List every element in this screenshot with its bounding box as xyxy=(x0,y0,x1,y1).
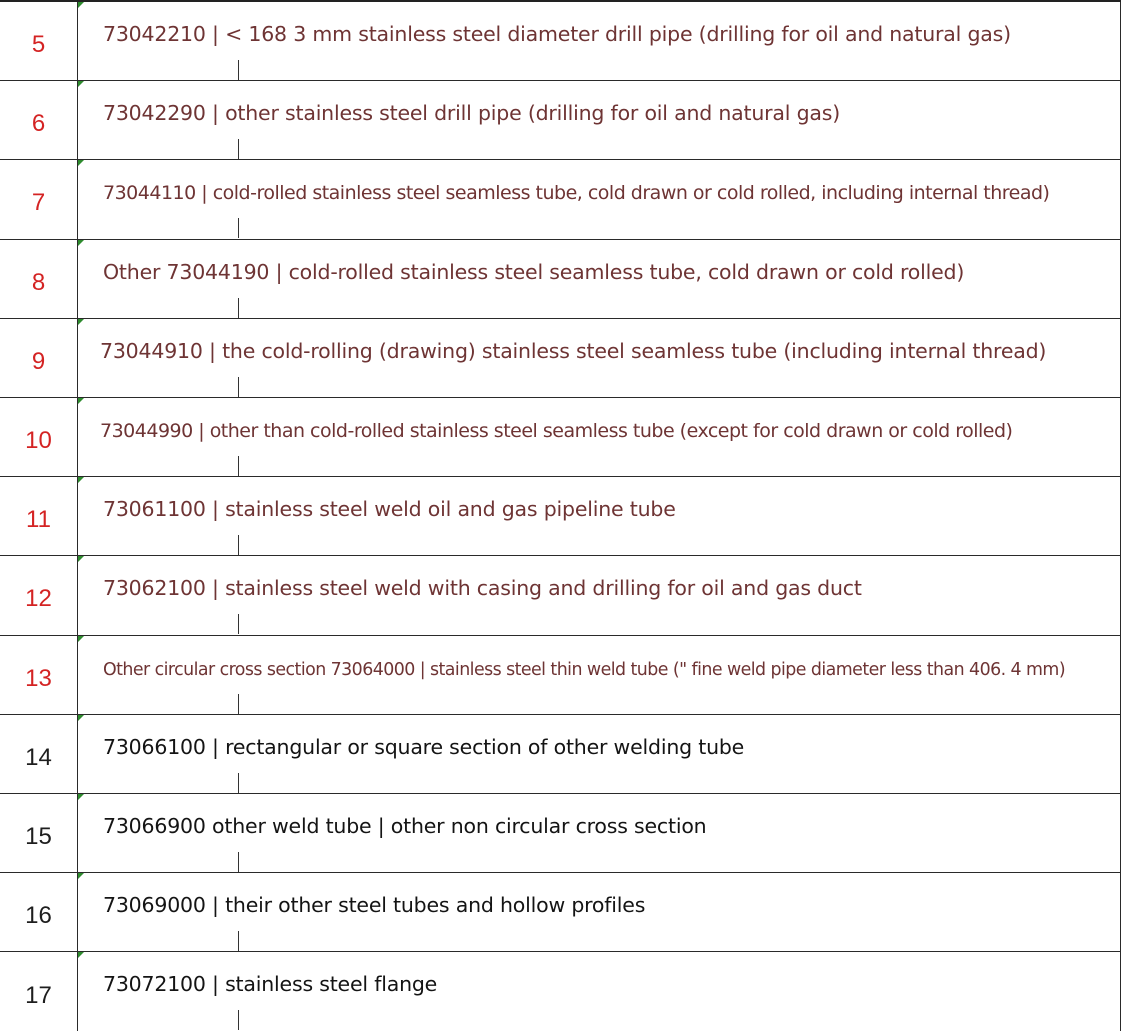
description-cell xyxy=(78,636,1121,714)
cell-comment-marker-icon xyxy=(78,240,84,246)
product-description: 73044910 | the cold-rolling (drawing) stainless steel seamless tube (including internal thread) xyxy=(100,338,1047,363)
table-row xyxy=(0,160,1121,239)
cell-comment-marker-icon xyxy=(78,715,84,721)
product-description: 73066900 other weld tube | other non circular cross section xyxy=(103,813,707,838)
cell-divider-tick xyxy=(238,614,239,634)
table-row xyxy=(0,873,1121,952)
cell-comment-marker-icon xyxy=(78,636,84,642)
cell-comment-marker-icon xyxy=(78,477,84,483)
description-cell xyxy=(78,160,1121,238)
table-row xyxy=(0,240,1121,319)
product-description: 73044110 | cold-rolled stainless steel seamless tube, cold drawn or cold rolled, including internal thread) xyxy=(103,182,1050,205)
description-cell xyxy=(78,873,1121,951)
product-description: 73044990 | other than cold-rolled stainless steel seamless tube (except for cold drawn or cold rolled) xyxy=(100,419,1013,442)
product-description: Other 73044190 | cold-rolled stainless steel seamless tube, cold drawn or cold rolled) xyxy=(103,259,965,284)
product-description: Other circular cross section 73064000 | stainless steel thin weld tube (" fine weld pipe diameter less than 406. 4 mm) xyxy=(103,659,1066,680)
table-row xyxy=(0,794,1121,873)
cell-divider-tick xyxy=(238,298,239,318)
table-row xyxy=(0,636,1121,715)
cell-divider-tick xyxy=(238,377,239,397)
row-number: 16 xyxy=(0,873,78,951)
table-row xyxy=(0,715,1121,794)
cell-divider-tick xyxy=(238,218,239,238)
cell-divider-tick xyxy=(238,139,239,159)
cell-comment-marker-icon xyxy=(78,2,84,8)
description-cell xyxy=(78,81,1121,159)
product-description: 73066100 | rectangular or square section of other welding tube xyxy=(103,734,745,759)
row-number: 15 xyxy=(0,794,78,872)
row-number: 6 xyxy=(0,81,78,159)
cell-comment-marker-icon xyxy=(78,160,84,166)
cell-divider-tick xyxy=(238,456,239,476)
product-description: 73042290 | other stainless steel drill pipe (drilling for oil and natural gas) xyxy=(103,101,841,126)
description-cell xyxy=(78,556,1121,634)
row-number: 13 xyxy=(0,636,78,714)
row-number: 8 xyxy=(0,240,78,318)
row-number: 11 xyxy=(0,477,78,555)
cell-comment-marker-icon xyxy=(78,794,84,800)
description-cell xyxy=(78,794,1121,872)
table-row xyxy=(0,556,1121,635)
description-cell xyxy=(78,952,1121,1031)
cell-divider-tick xyxy=(238,60,239,80)
row-number: 10 xyxy=(0,398,78,476)
row-number: 7 xyxy=(0,160,78,238)
cell-divider-tick xyxy=(238,852,239,872)
table-row xyxy=(0,81,1121,160)
description-cell xyxy=(78,2,1121,80)
cell-comment-marker-icon xyxy=(78,398,84,404)
cell-comment-marker-icon xyxy=(78,319,84,325)
table-row xyxy=(0,477,1121,556)
description-cell xyxy=(78,319,1121,397)
product-description: 73072100 | stainless steel flange xyxy=(103,972,438,997)
row-number: 9 xyxy=(0,319,78,397)
table-row xyxy=(0,319,1121,398)
product-description: 73069000 | their other steel tubes and hollow profiles xyxy=(103,893,646,918)
description-cell xyxy=(78,477,1121,555)
cell-comment-marker-icon xyxy=(78,556,84,562)
description-cell xyxy=(78,715,1121,793)
cell-divider-tick xyxy=(238,535,239,555)
cell-divider-tick xyxy=(238,1010,239,1030)
cell-divider-tick xyxy=(238,931,239,951)
product-description: 73042210 | < 168 3 mm stainless steel diameter drill pipe (drilling for oil and natural gas) xyxy=(103,22,1011,46)
table-row xyxy=(0,398,1121,477)
table-row xyxy=(0,2,1121,81)
description-cell xyxy=(78,240,1121,318)
cell-comment-marker-icon xyxy=(78,952,84,958)
product-description: 73062100 | stainless steel weld with casing and drilling for oil and gas duct xyxy=(103,576,862,601)
row-number: 12 xyxy=(0,556,78,634)
description-cell xyxy=(78,398,1121,476)
row-number: 5 xyxy=(0,2,78,80)
row-number: 17 xyxy=(0,952,78,1031)
cell-divider-tick xyxy=(238,694,239,714)
cell-divider-tick xyxy=(238,773,239,793)
cell-comment-marker-icon xyxy=(78,873,84,879)
cell-comment-marker-icon xyxy=(78,81,84,87)
table-row xyxy=(0,952,1121,1031)
row-number: 14 xyxy=(0,715,78,793)
product-description: 73061100 | stainless steel weld oil and gas pipeline tube xyxy=(103,497,676,522)
